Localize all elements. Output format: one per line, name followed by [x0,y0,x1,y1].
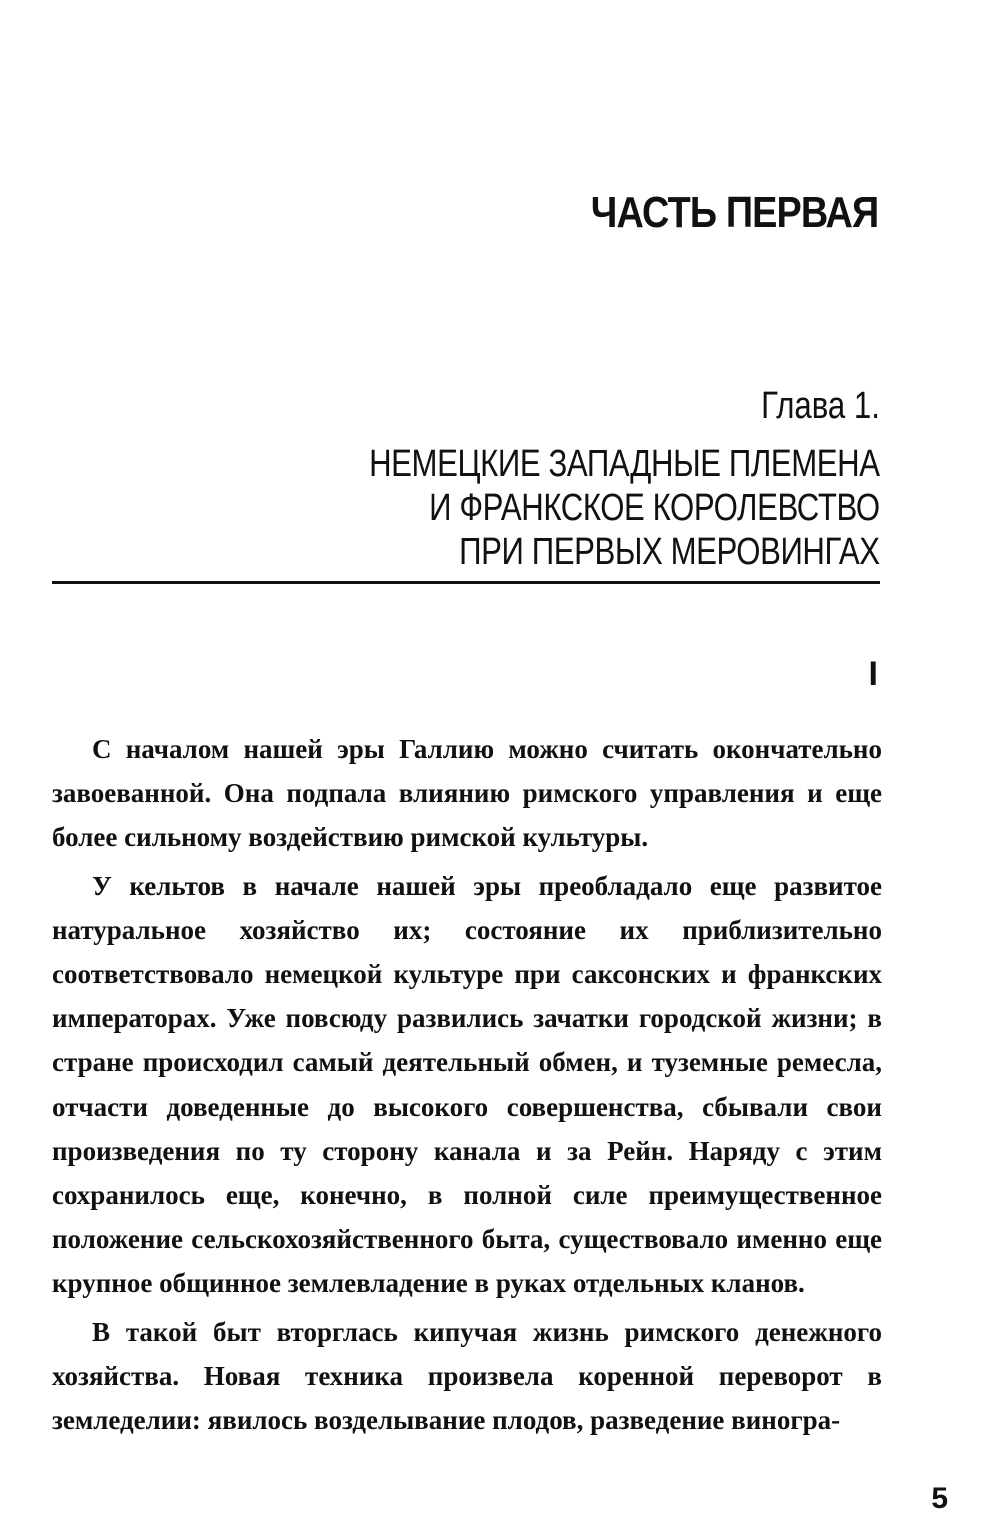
section-number: I [868,655,878,693]
chapter-number: Глава 1. [761,385,880,427]
paragraph: В такой быт вторглась кипучая жизнь римского денежного хозяйства. Новая техника произвела коренной переворот в земледелии: явилось возделывание плодов, разведение виногра- [52,1316,882,1436]
chapter-title [369,442,880,574]
page-number: 5 [931,1482,948,1515]
paragraph: У кельтов в начале нашей эры преобладало еще развитое натуральное хозяйство их; состояние их приблизительно соответствовало немецкой культуре при саксонских и франкских императорах. Уже повсюду развились зачатки городской жизни; в стране происходил самый деятельный обмен, и туземные ремесла, отчасти доведенные до высокого совершенства, сбывали свои произведения по ту сторону канала и за Рейн. Наряду с этим сохранилось еще, конечно, в полной силе преимущественное положение сельскохозяйственного быта, существовало именно еще крупное общинное землевладение в руках отдельных кланов. [52,870,882,1299]
body-text [52,727,882,1442]
chapter-title-line: ПРИ ПЕРВЫХ МЕРОВИНГАХ [459,531,880,573]
chapter-divider [52,581,880,584]
chapter-title-line: И ФРАНКСКОЕ КОРОЛЕВСТВО [429,487,880,529]
paragraph: С началом нашей эры Галлию можно считать окончательно завоеванной. Она подпала влиянию римского управления и еще более сильному воздействию римской культуры. [52,734,882,853]
part-title: ЧАСТЬ ПЕРВАЯ [590,188,878,237]
chapter-title-line: НЕМЕЦКИЕ ЗАПАДНЫЕ ПЛЕМЕНА [369,443,880,485]
